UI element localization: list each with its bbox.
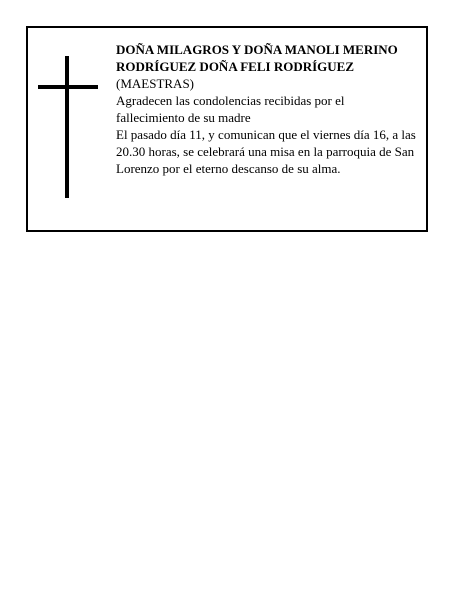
obituary-notice: [26, 26, 428, 232]
notice-text: [116, 41, 416, 177]
notice-thanks: Agradecen las condolencias recibidas por el fallecimiento de su madre: [116, 93, 345, 125]
cross-vertical-bar: [65, 56, 69, 198]
notice-subtitle: (MAESTRAS): [116, 76, 195, 91]
cross-horizontal-bar: [38, 85, 98, 89]
notice-names: DOÑA MILAGROS Y DOÑA MANOLI MERINO RODRÍGUEZ DOÑA FELI RODRÍGUEZ: [116, 42, 398, 74]
notice-details: El pasado día 11, y comunican que el viernes día 16, a las 20.30 horas, se celebrará una misa en la parroquia de San Lorenzo por el eterno descanso de su alma.: [116, 127, 416, 176]
